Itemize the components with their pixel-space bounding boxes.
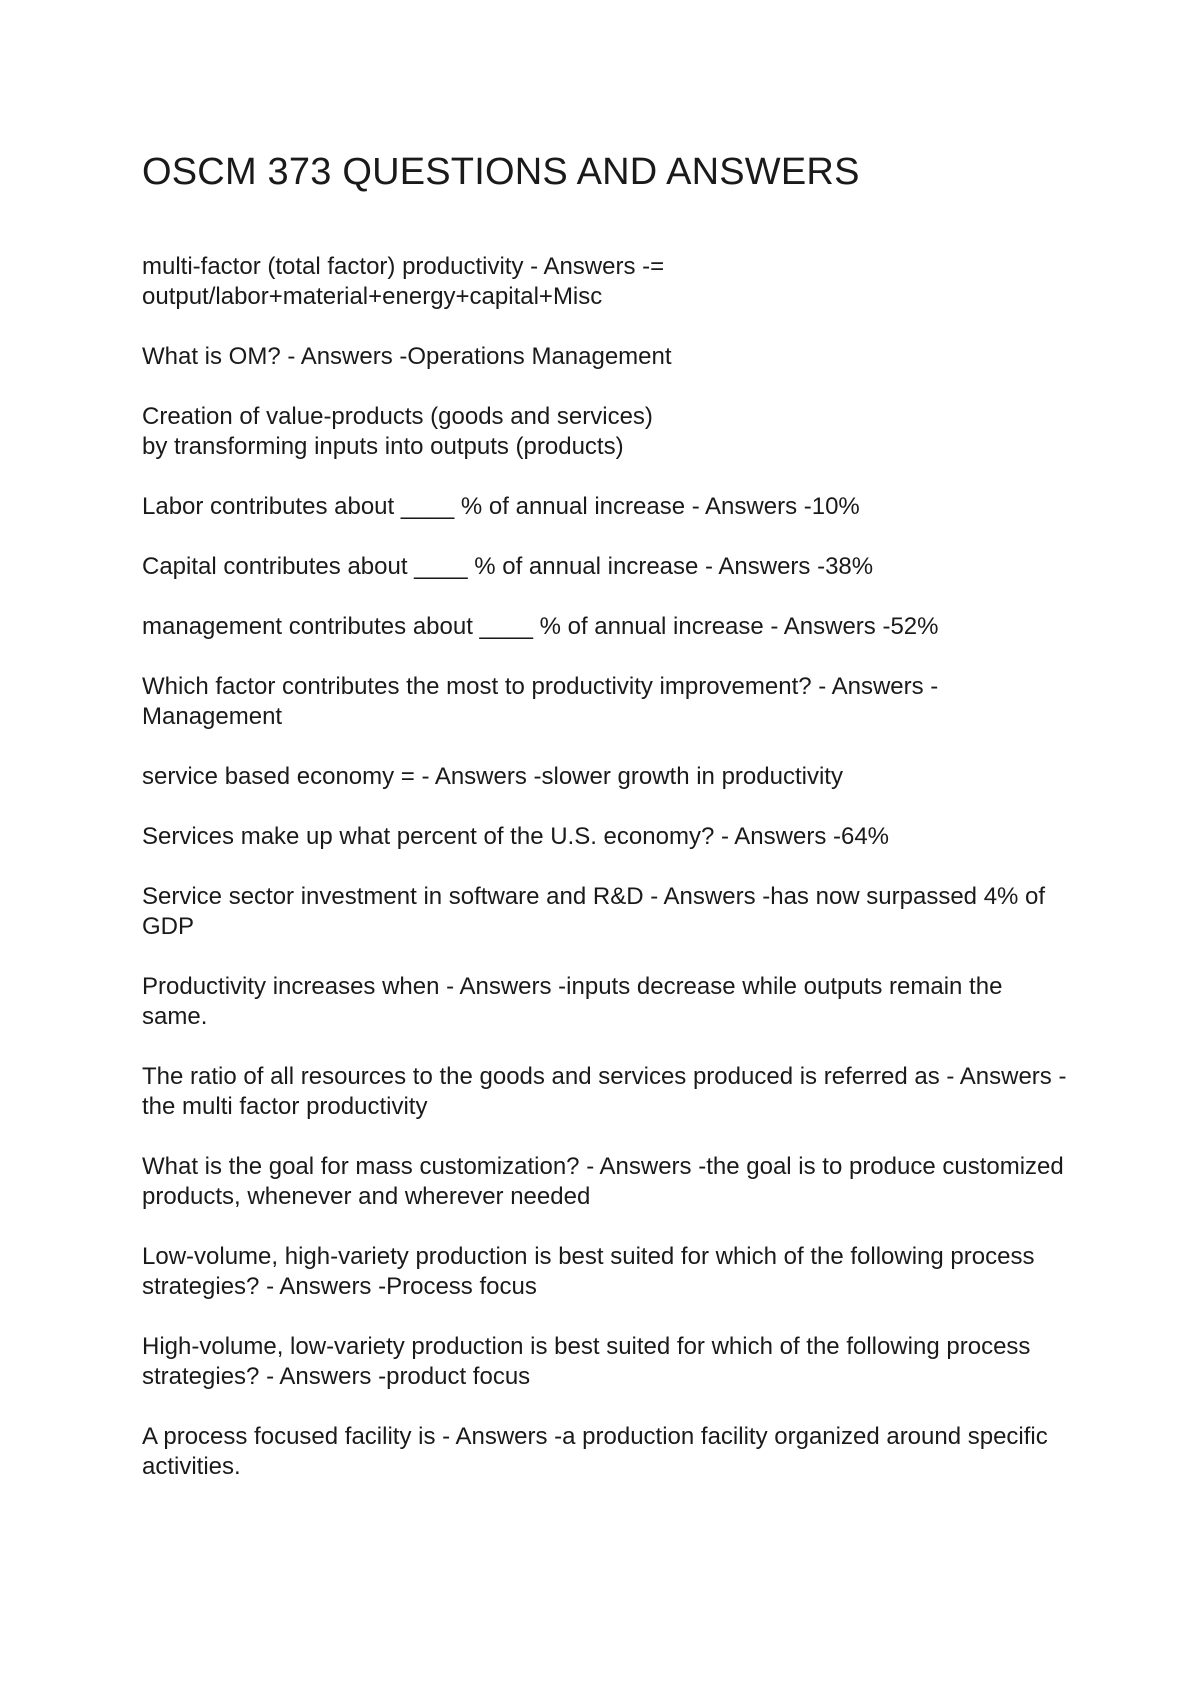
qa-item: Creation of value-products (goods and services) by transforming inputs into outputs (products) [142, 402, 653, 460]
qa-item: What is OM? - Answers -Operations Management [142, 342, 672, 370]
qa-item: management contributes about ____ % of annual increase - Answers -52% [142, 612, 939, 640]
qa-item: What is the goal for mass customization? - Answers -the goal is to produce customized products, whenever and wherever needed [142, 1152, 1064, 1210]
qa-item: High-volume, low-variety production is best suited for which of the following process strategies? - Answers -product focus [142, 1332, 1031, 1390]
qa-item: multi-factor (total factor) productivity - Answers -= output/labor+material+energy+capital+Misc [142, 252, 665, 310]
qa-list [142, 252, 1082, 1482]
qa-item: Service sector investment in software and R&D - Answers -has now surpassed 4% of GDP [142, 882, 1046, 940]
document-page [142, 150, 1082, 1512]
qa-item: Services make up what percent of the U.S. economy? - Answers -64% [142, 822, 890, 850]
document-title: OSCM 373 QUESTIONS AND ANSWERS [142, 151, 860, 193]
qa-item: service based economy = - Answers -slower growth in productivity [142, 762, 843, 790]
qa-item: The ratio of all resources to the goods and services produced is referred as - Answers - the multi factor productivity [142, 1062, 1067, 1120]
qa-item: Labor contributes about ____ % of annual increase - Answers -10% [142, 492, 860, 520]
qa-item: Productivity increases when - Answers -inputs decrease while outputs remain the same. [142, 972, 1003, 1030]
qa-item: A process focused facility is - Answers -a production facility organized around specific activities. [142, 1422, 1048, 1480]
qa-item: Low-volume, high-variety production is best suited for which of the following process strategies? - Answers -Process focus [142, 1242, 1035, 1300]
qa-item: Which factor contributes the most to productivity improvement? - Answers - Management [142, 672, 939, 730]
qa-item: Capital contributes about ____ % of annual increase - Answers -38% [142, 552, 874, 580]
